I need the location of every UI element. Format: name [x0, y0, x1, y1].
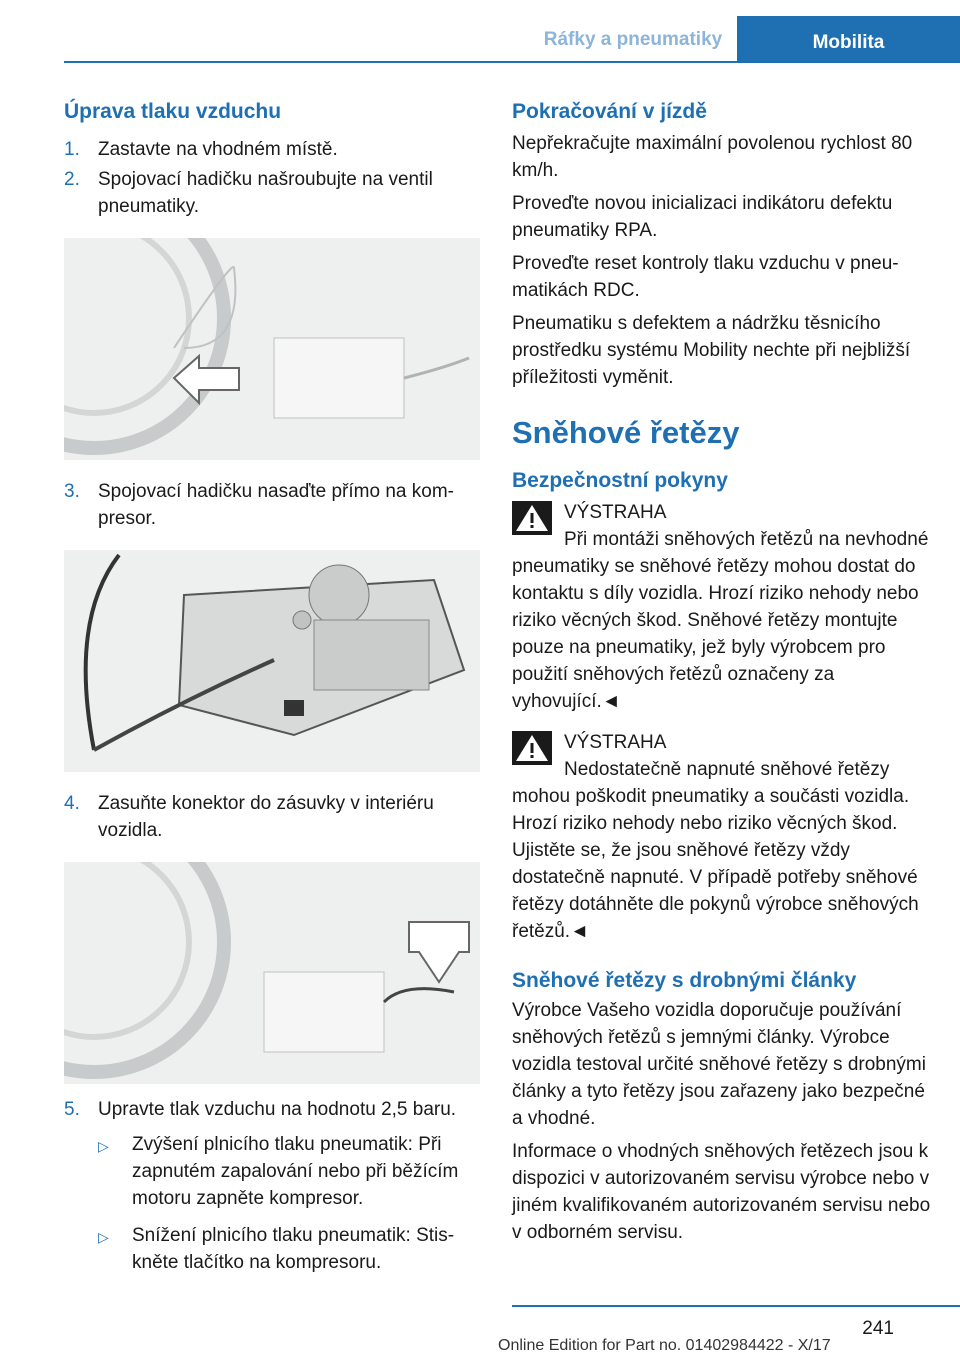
- paragraph: Proveďte novou inicializaci indikátoru defektu pneumatiky RPA.: [512, 193, 893, 241]
- warning-text: Při montáži sněhových řetězů na nevhodné pneumatiky se sněhové řetězy mohou dostat do kontaktu s díly vozidla. Hrozí riziko nehody nebo riziko věcných škod. Sněhové řetězy montujte pouze na pneumatiky, jež byly výrobcem pro použití sněhových řetězů označeny za vyhovující.◄: [512, 529, 929, 712]
- right-column: [512, 100, 932, 1246]
- page-number: 241: [862, 1318, 894, 1339]
- bullet-text: Zvýšení plnicího tlaku pneumatik: Při zapnutém zapalování nebo při běžícím motoru zapněte kompresor.: [132, 1134, 459, 1209]
- page-header: [0, 0, 960, 62]
- warning-text: Nedostatečně napnuté sněhové řetězy mohou poškodit pneumatiky a součásti vozidla. Hrozí riziko nehody nebo riziko věcných škod. Ujistěte se, že jsou sněhové řetězy vždy dostatečně napnuté. V případě potřeby sněhové řetězy dotáhněte dle pokynů výrobce sněhových řetězů.◄: [512, 759, 919, 942]
- paragraph: Výrobce Vašeho vozidla doporučuje používání sněhových řetězů s jemnými články. Výrobce vozidla testoval určité sněhové řetězy s drobnými články a tyto řetězy jsou zařazeny jako bezpečné a vhodné.: [512, 1000, 926, 1129]
- step-item: [64, 166, 480, 220]
- step-number: 1.: [64, 139, 80, 160]
- header-rule: [64, 61, 960, 63]
- section-heading-fine-chains: Sněhové řetězy s drobnými články: [512, 969, 857, 992]
- warning-label: VÝSTRAHA: [564, 502, 667, 523]
- footer-rule: [512, 1305, 960, 1307]
- step-number: 3.: [64, 481, 80, 502]
- step-number: 2.: [64, 169, 80, 190]
- step-number: 5.: [64, 1099, 80, 1120]
- illustration-hose-on-tire-valve: [64, 238, 480, 460]
- warning-block: [512, 499, 932, 715]
- bullet-triangle-icon: ▷: [98, 1138, 109, 1154]
- paragraph: Pneumatiku s defektem a nádržku těsnicího prostředku systému Mobility nechte při nejbližší příležitosti vyměnit.: [512, 313, 911, 388]
- section-tab: Ráfky a pneumatiky: [543, 29, 723, 50]
- warning-icon: [512, 501, 552, 535]
- warning-icon: [512, 731, 552, 765]
- section-heading-continue-driving: Pokračování v jízdě: [512, 100, 707, 123]
- step-number: 4.: [64, 793, 80, 814]
- warning-label: VÝSTRAHA: [564, 732, 667, 753]
- active-chapter-tab: Mobilita: [737, 16, 960, 62]
- chapter-title-snow-chains: Sněhové řetězy: [512, 415, 740, 450]
- step-text: Spojovací hadičku nasaďte přímo na kompresor.: [98, 481, 454, 529]
- bullet-text: Snížení plnicího tlaku pneumatik: Stiskněte tlačítko na kompresoru.: [132, 1225, 455, 1273]
- step-item: [64, 1096, 480, 1123]
- step-item: [64, 136, 480, 163]
- bullet-triangle-icon: ▷: [98, 1229, 109, 1245]
- step-item: [64, 478, 480, 532]
- bullet-item: [64, 1222, 480, 1276]
- illustration-hose-on-compressor: [64, 550, 480, 772]
- edition-note: Online Edition for Part no. 01402984422 - X/17: [498, 1337, 831, 1354]
- illustration-plug-into-socket: [64, 862, 480, 1084]
- paragraph: Informace o vhodných sněhových řetězech jsou k dispozici v autorizovaném servisu výrobce nebo v jiném kvalifikovaném autorizovaném servisu nebo v odborném servisu.: [512, 1141, 931, 1243]
- step-text: Zasuňte konektor do zásuvky v interiéru vozidla.: [98, 793, 434, 841]
- paragraph: Nepřekračujte maximální povolenou rychlost 80 km/h.: [512, 133, 913, 181]
- step-text: Zastavte na vhodném místě.: [98, 139, 338, 160]
- section-heading-safety: Bezpečnostní pokyny: [512, 469, 728, 492]
- left-column: [64, 100, 480, 1276]
- step-text: Upravte tlak vzduchu na hodnotu 2,5 baru.: [98, 1099, 457, 1120]
- section-heading-air-pressure: Úprava tlaku vzduchu: [64, 100, 282, 123]
- step-text: Spojovací hadičku našroubujte na ventil pneumatiky.: [98, 169, 433, 217]
- bullet-item: [64, 1131, 480, 1212]
- step-item: [64, 790, 480, 844]
- paragraph: Proveďte reset kontroly tlaku vzduchu v pneumatikách RDC.: [512, 253, 899, 301]
- warning-block: [512, 729, 932, 945]
